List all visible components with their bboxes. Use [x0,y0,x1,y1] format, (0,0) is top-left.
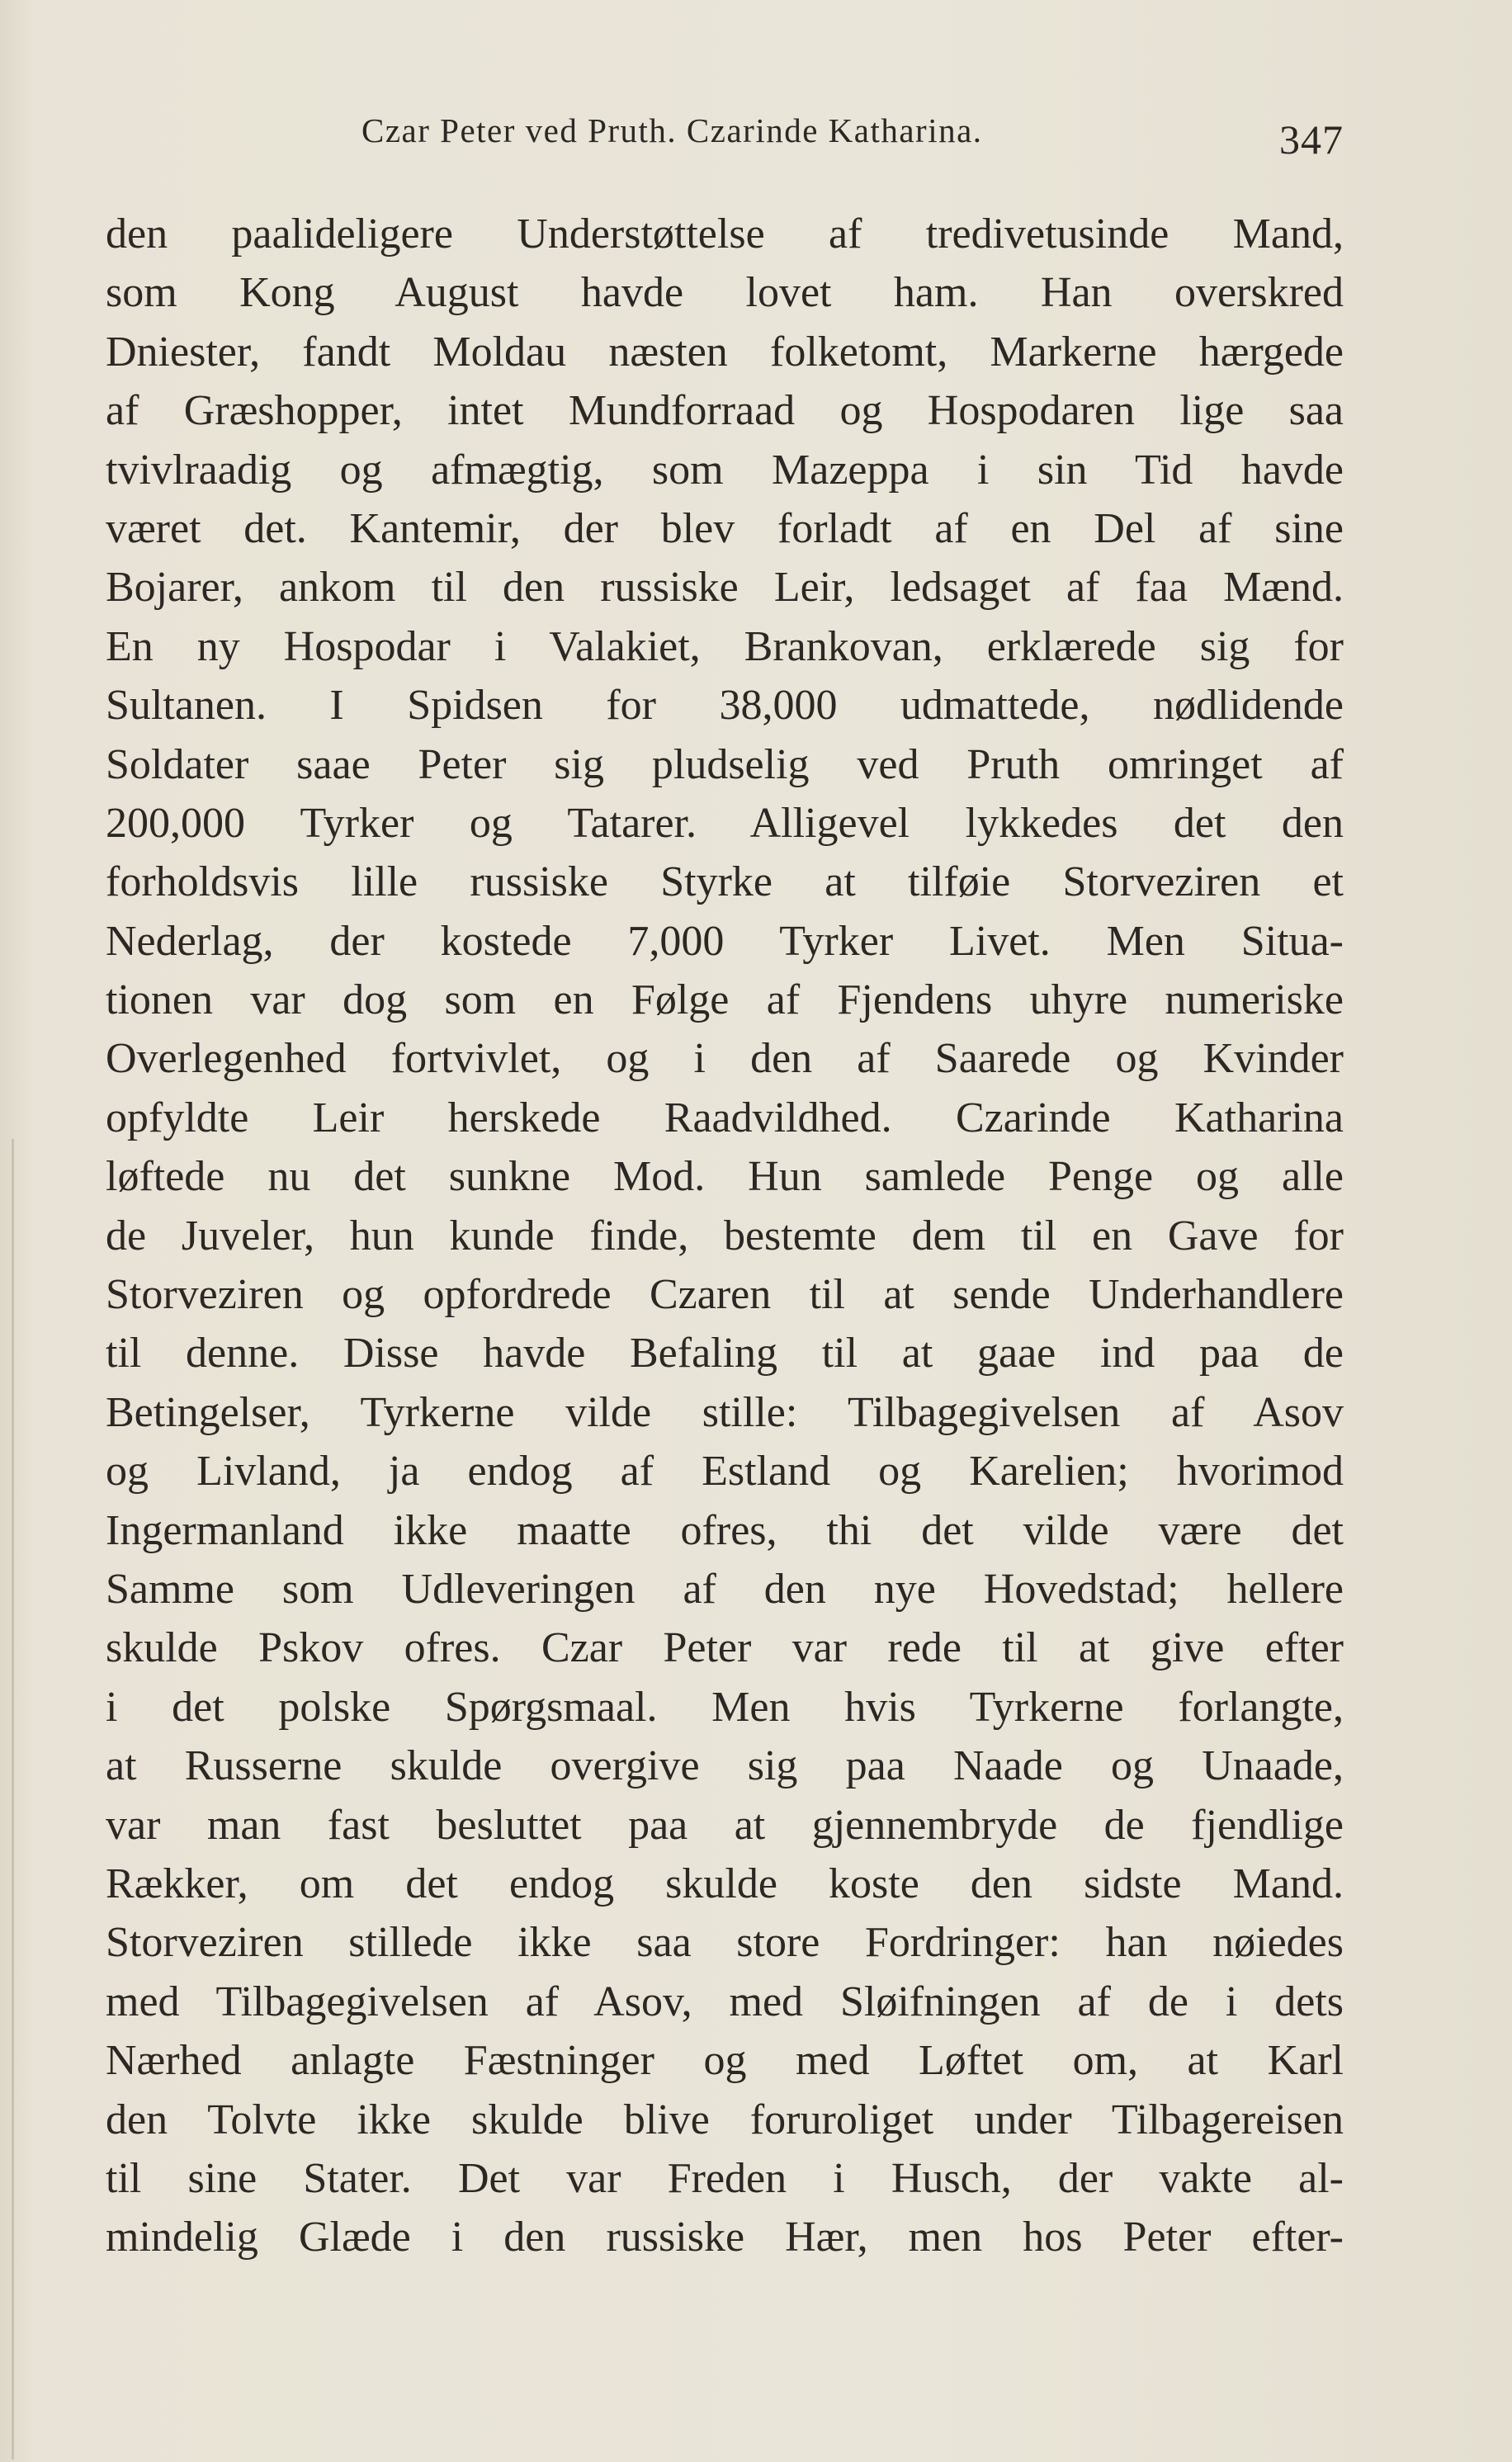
body-text [106,205,1344,2267]
text-line: Overlegenhed fortvivlet, og i den af Saarede og Kvinder [106,1035,1344,1083]
text-line: de Juveler, hun kunde finde, bestemte dem til en Gave for [106,1212,1344,1259]
text-line: Bojarer, ankom til den russiske Leir, ledsaget af faa Mænd. [106,564,1344,612]
text-line: løftede nu det sunkne Mod. Hun samlede Penge og alle [106,1153,1344,1201]
text-line: Nederlag, der kostede 7,000 Tyrker Livet. Men Situa- [106,917,1344,965]
text-line: opfyldte Leir herskede Raadvildhed. Czarinde Katharina [106,1094,1344,1141]
text-line: Ingermanland ikke maatte ofres, thi det vilde være det [106,1506,1344,1554]
text-line: af Græshopper, intet Mundforraad og Hospodaren lige saa [106,387,1344,435]
text-line: tionen var dog som en Følge af Fjendens uhyre numeriske [106,976,1344,1024]
text-line: at Russerne skulde overgive sig paa Naade og Unaade, [106,1742,1344,1790]
text-line: En ny Hospodar i Valakiet, Brankovan, erklærede sig for [106,622,1344,670]
text-line: Dniester, fandt Moldau næsten folketomt, Markerne hærgede [106,328,1344,376]
text-line: Storveziren stillede ikke saa store Fordringer: han nøiedes [106,1919,1344,1967]
text-line: Sultanen. I Spidsen for 38,000 udmattede, nødlidende [106,682,1344,730]
text-line: Samme som Udleveringen af den nye Hovedstad; hellere [106,1565,1344,1613]
text-line: været det. Kantemir, der blev forladt af en Del af sine [106,504,1344,552]
text-line: den paalideligere Understøttelse af tredivetusinde Mand, [106,210,1344,258]
page-header [361,106,1344,163]
running-title: Czar Peter ved Pruth. Czarinde Katharina. [361,111,983,149]
text-line: den Tolvte ikke skulde blive foruroliget under Tilbagereisen [106,2096,1344,2143]
text-line: som Kong August havde lovet ham. Han overskred [106,269,1344,317]
text-line: Soldater saae Peter sig pludselig ved Pruth omringet af [106,740,1344,788]
text-line: forholdsvis lille russiske Styrke at tilføie Storveziren et [106,858,1344,906]
text-line: Storveziren og opfordrede Czaren til at sende Underhandlere [106,1271,1344,1319]
text-line: og Livland, ja endog af Estland og Karelien; hvorimod [106,1448,1344,1496]
text-line: tvivlraadig og afmægtig, som Mazeppa i sin Tid havde [106,446,1344,494]
page-number: 347 [1279,116,1344,163]
page-edge-shadow [12,1139,14,2460]
text-line: til denne. Disse havde Befaling til at gaae ind paa de [106,1330,1344,1377]
text-line: Betingelser, Tyrkerne vilde stille: Tilbagegivelsen af Asov [106,1388,1344,1436]
text-line: 200,000 Tyrker og Tatarer. Alligevel lykkedes det den [106,799,1344,847]
text-line: til sine Stater. Det var Freden i Husch, der vakte al- [106,2154,1344,2202]
text-line: skulde Pskov ofres. Czar Peter var rede til at give efter [106,1624,1344,1672]
text-line: med Tilbagegivelsen af Asov, med Sløifningen af de i dets [106,1978,1344,2025]
text-line: var man fast besluttet paa at gjennembryde de fjendlige [106,1801,1344,1849]
text-line: mindelig Glæde i den russiske Hær, men hos Peter efter- [106,2214,1344,2261]
text-line: i det polske Spørgsmaal. Men hvis Tyrkerne forlangte, [106,1683,1344,1731]
text-line: Nærhed anlagte Fæstninger og med Løftet om, at Karl [106,2037,1344,2085]
text-line: Rækker, om det endog skulde koste den sidste Mand. [106,1859,1344,1907]
